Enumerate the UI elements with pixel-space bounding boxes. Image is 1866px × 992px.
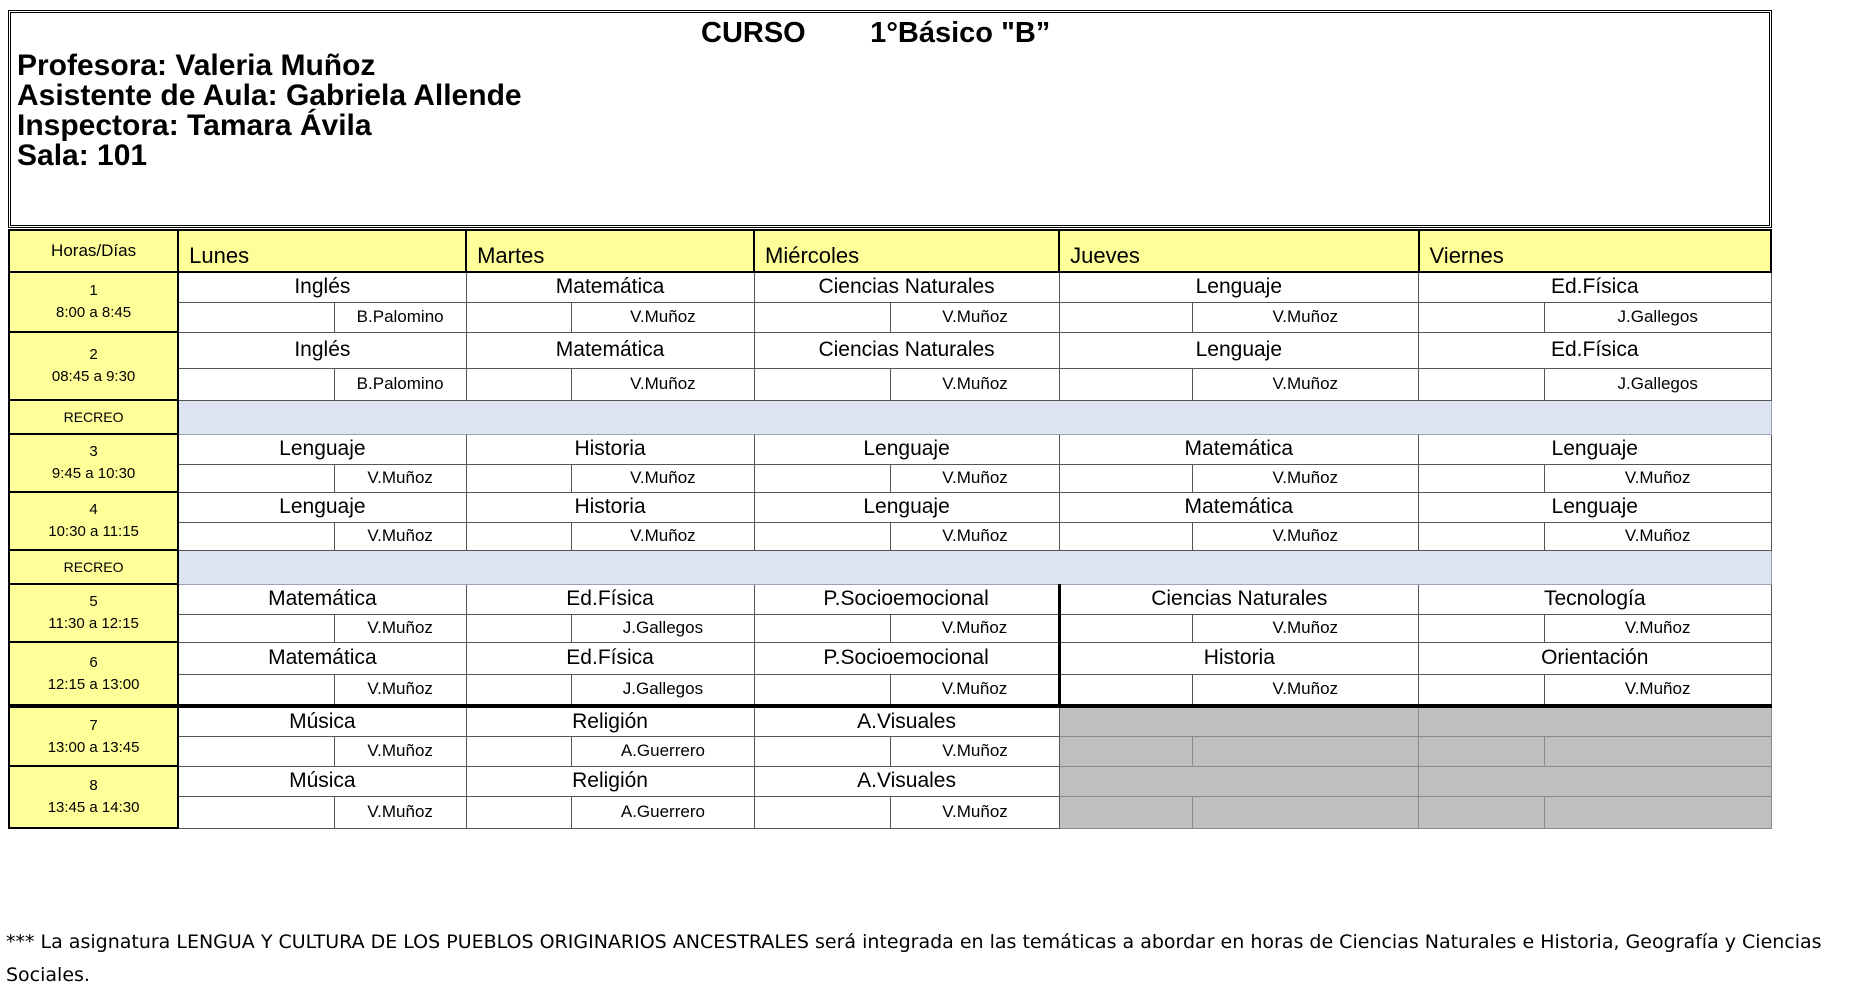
- period-row: [9, 272, 1771, 302]
- day-header: Miércoles: [754, 230, 1059, 272]
- empty-cell: [466, 796, 572, 828]
- teacher-cell: V.Muñoz: [1192, 302, 1419, 332]
- unused-cell: [1059, 706, 1418, 736]
- subject-cell: Lenguaje: [754, 492, 1059, 522]
- period-time-cell: [9, 332, 178, 400]
- teacher-row: [9, 674, 1771, 706]
- teacher-cell: V.Muñoz: [1192, 522, 1419, 550]
- subject-cell: Ed.Física: [466, 584, 754, 614]
- period-time: 12:15 a 13:00: [47, 675, 140, 693]
- unused-cell: [1059, 766, 1418, 796]
- subject-cell: Matemática: [178, 642, 466, 674]
- teacher-cell: V.Muñoz: [1192, 674, 1419, 706]
- day-header: Viernes: [1419, 230, 1771, 272]
- empty-cell: [466, 736, 572, 766]
- teacher-cell: V.Muñoz: [891, 302, 1059, 332]
- unused-cell: [1192, 736, 1419, 766]
- assistant-line: Asistente de Aula: Gabriela Allende: [17, 79, 522, 112]
- empty-cell: [754, 796, 891, 828]
- period-number: 7: [89, 716, 98, 734]
- teacher-cell: V.Muñoz: [334, 522, 466, 550]
- empty-cell: [1059, 302, 1192, 332]
- empty-cell: [178, 464, 334, 492]
- empty-cell: [1419, 464, 1545, 492]
- empty-cell: [1059, 674, 1192, 706]
- teacher-row: [9, 614, 1771, 642]
- day-header: Martes: [466, 230, 754, 272]
- subject-cell: Lenguaje: [1419, 492, 1771, 522]
- teacher-cell: V.Muñoz: [891, 736, 1059, 766]
- period-time-cell: [9, 642, 178, 706]
- empty-cell: [754, 464, 891, 492]
- empty-cell: [178, 522, 334, 550]
- empty-cell: [754, 736, 891, 766]
- teacher-row: [9, 736, 1771, 766]
- recess-label: RECREO: [9, 550, 178, 584]
- teacher-cell: V.Muñoz: [334, 736, 466, 766]
- period-time: 11:30 a 12:15: [48, 615, 139, 632]
- teacher-cell: V.Muñoz: [891, 796, 1059, 828]
- period-time: 9:45 a 10:30: [51, 465, 136, 482]
- subject-cell: P.Socioemocional: [754, 584, 1059, 614]
- period-time-cell: [9, 434, 178, 492]
- period-row: [9, 766, 1771, 796]
- room-line: Sala: 101: [17, 139, 148, 172]
- empty-cell: [754, 674, 891, 706]
- course-header: [8, 10, 1772, 228]
- empty-cell: [754, 302, 891, 332]
- subject-cell: Ciencias Naturales: [754, 332, 1059, 368]
- empty-cell: [178, 614, 334, 642]
- period-number: 5: [89, 593, 98, 610]
- recess-label: RECREO: [9, 400, 178, 434]
- empty-cell: [466, 368, 572, 400]
- teacher-cell: V.Muñoz: [334, 464, 466, 492]
- course-title: CURSO 1°Básico "B”: [701, 17, 1051, 49]
- empty-cell: [1419, 522, 1545, 550]
- teacher-cell: V.Muñoz: [1544, 614, 1771, 642]
- footnote: *** La asignatura LENGUA Y CULTURA DE LOS PUEBLOS ORIGINARIOS ANCESTRALES será integrada en las temáticas a abordar en horas de Ciencias Naturales e Historia, Geografía y Ciencias Sociales.: [6, 931, 1822, 986]
- period-time-cell: [9, 272, 178, 332]
- teacher-row: [9, 302, 1771, 332]
- period-time: 13:00 a 13:45: [47, 738, 140, 756]
- empty-cell: [178, 368, 334, 400]
- empty-cell: [466, 302, 572, 332]
- subject-cell: Ciencias Naturales: [1059, 584, 1418, 614]
- subject-cell: Inglés: [178, 272, 466, 302]
- teacher-cell: V.Muñoz: [1192, 614, 1419, 642]
- subject-cell: Ed.Física: [466, 642, 754, 674]
- subject-cell: A.Visuales: [754, 766, 1059, 796]
- subject-cell: Lenguaje: [1419, 434, 1771, 464]
- subject-cell: A.Visuales: [754, 706, 1059, 736]
- teacher-cell: V.Muñoz: [1192, 464, 1419, 492]
- teacher-row: [9, 796, 1771, 828]
- teacher-cell: J.Gallegos: [572, 674, 754, 706]
- period-time: 8:00 a 8:45: [56, 304, 132, 321]
- day-header: Lunes: [178, 230, 466, 272]
- subject-cell: Ciencias Naturales: [754, 272, 1059, 302]
- empty-cell: [1059, 368, 1192, 400]
- subject-cell: Religión: [466, 766, 754, 796]
- period-row: [9, 332, 1771, 368]
- unused-cell: [1544, 796, 1771, 828]
- unused-cell: [1059, 796, 1192, 828]
- empty-cell: [1419, 614, 1545, 642]
- teacher-cell: V.Muñoz: [572, 368, 754, 400]
- empty-cell: [466, 522, 572, 550]
- empty-cell: [1419, 368, 1545, 400]
- empty-cell: [178, 736, 334, 766]
- teacher-cell: V.Muñoz: [572, 522, 754, 550]
- subject-cell: Matemática: [466, 332, 754, 368]
- recess-band: [178, 550, 1771, 584]
- period-number: 3: [89, 443, 98, 460]
- teacher-row: [9, 368, 1771, 400]
- unused-cell: [1544, 736, 1771, 766]
- period-number: 1: [89, 282, 98, 299]
- empty-cell: [1059, 614, 1192, 642]
- unused-cell: [1419, 766, 1771, 796]
- period-row: [9, 492, 1771, 522]
- unused-cell: [1419, 796, 1545, 828]
- teacher-cell: A.Guerrero: [572, 796, 754, 828]
- recess-band: [178, 400, 1771, 434]
- unused-cell: [1059, 736, 1192, 766]
- unused-cell: [1419, 736, 1545, 766]
- period-row: [9, 434, 1771, 464]
- teacher-cell: J.Gallegos: [1544, 368, 1771, 400]
- subject-cell: Lenguaje: [754, 434, 1059, 464]
- schedule-table: [8, 229, 1772, 829]
- empty-cell: [466, 614, 572, 642]
- empty-cell: [466, 464, 572, 492]
- empty-cell: [754, 368, 891, 400]
- recess-row: [9, 550, 1771, 584]
- subject-cell: Matemática: [178, 584, 466, 614]
- teacher-cell: B.Palomino: [334, 368, 466, 400]
- empty-cell: [178, 796, 334, 828]
- subject-cell: Matemática: [1059, 434, 1418, 464]
- empty-cell: [754, 614, 891, 642]
- period-time: 08:45 a 9:30: [51, 368, 136, 385]
- subject-cell: Inglés: [178, 332, 466, 368]
- teacher-cell: V.Muñoz: [891, 464, 1059, 492]
- inspector-line: Inspectora: Tamara Ávila: [17, 109, 372, 142]
- empty-cell: [1059, 464, 1192, 492]
- subject-cell: Orientación: [1419, 642, 1771, 674]
- teacher-cell: J.Gallegos: [1544, 302, 1771, 332]
- subject-cell: Matemática: [466, 272, 754, 302]
- teacher-cell: J.Gallegos: [572, 614, 754, 642]
- teacher-cell: V.Muñoz: [891, 368, 1059, 400]
- recess-row: [9, 400, 1771, 434]
- subject-cell: Matemática: [1059, 492, 1418, 522]
- period-row: [9, 642, 1771, 674]
- teacher-cell: V.Muñoz: [1544, 464, 1771, 492]
- teacher-cell: V.Muñoz: [572, 464, 754, 492]
- empty-cell: [1419, 302, 1545, 332]
- teacher-cell: V.Muñoz: [891, 614, 1059, 642]
- unused-cell: [1192, 796, 1419, 828]
- day-header-row: [9, 230, 1771, 272]
- subject-cell: P.Socioemocional: [754, 642, 1059, 674]
- teacher-cell: V.Muñoz: [572, 302, 754, 332]
- period-time: 10:30 a 11:15: [48, 523, 139, 540]
- period-number: 6: [89, 653, 98, 671]
- teacher-cell: V.Muñoz: [334, 796, 466, 828]
- day-header: Jueves: [1059, 230, 1418, 272]
- teacher-cell: V.Muñoz: [334, 674, 466, 706]
- period-time-cell: [9, 492, 178, 550]
- teacher-row: [9, 464, 1771, 492]
- period-time-cell: [9, 766, 178, 828]
- empty-cell: [178, 302, 334, 332]
- unused-cell: [1419, 706, 1771, 736]
- teacher-cell: V.Muñoz: [891, 674, 1059, 706]
- teacher-cell: V.Muñoz: [1544, 674, 1771, 706]
- subject-cell: Historia: [466, 434, 754, 464]
- empty-cell: [754, 522, 891, 550]
- period-time-cell: [9, 706, 178, 766]
- teacher-cell: V.Muñoz: [334, 614, 466, 642]
- subject-cell: Ed.Física: [1419, 332, 1771, 368]
- period-number: 2: [89, 346, 98, 363]
- period-row: [9, 706, 1771, 736]
- empty-cell: [1059, 522, 1192, 550]
- period-number: 8: [89, 777, 98, 794]
- empty-cell: [466, 674, 572, 706]
- subject-cell: Lenguaje: [1059, 332, 1418, 368]
- teacher-cell: B.Palomino: [334, 302, 466, 332]
- teacher-cell: A.Guerrero: [572, 736, 754, 766]
- period-number: 4: [89, 501, 98, 518]
- subject-cell: Religión: [466, 706, 754, 736]
- subject-cell: Música: [178, 706, 466, 736]
- empty-cell: [178, 674, 334, 706]
- teacher-cell: V.Muñoz: [1544, 522, 1771, 550]
- subject-cell: Historia: [1059, 642, 1418, 674]
- period-time: 13:45 a 14:30: [47, 799, 140, 816]
- teacher-cell: V.Muñoz: [891, 522, 1059, 550]
- empty-cell: [1419, 674, 1545, 706]
- subject-cell: Lenguaje: [178, 434, 466, 464]
- subject-cell: Lenguaje: [1059, 272, 1418, 302]
- period-time-cell: [9, 584, 178, 642]
- teacher-cell: V.Muñoz: [1192, 368, 1419, 400]
- corner-header: Horas/Días: [9, 230, 178, 272]
- teacher-row: [9, 522, 1771, 550]
- teacher-line: Profesora: Valeria Muñoz: [17, 49, 376, 82]
- subject-cell: Música: [178, 766, 466, 796]
- subject-cell: Historia: [466, 492, 754, 522]
- period-row: [9, 584, 1771, 614]
- subject-cell: Tecnología: [1419, 584, 1771, 614]
- subject-cell: Lenguaje: [178, 492, 466, 522]
- subject-cell: Ed.Física: [1419, 272, 1771, 302]
